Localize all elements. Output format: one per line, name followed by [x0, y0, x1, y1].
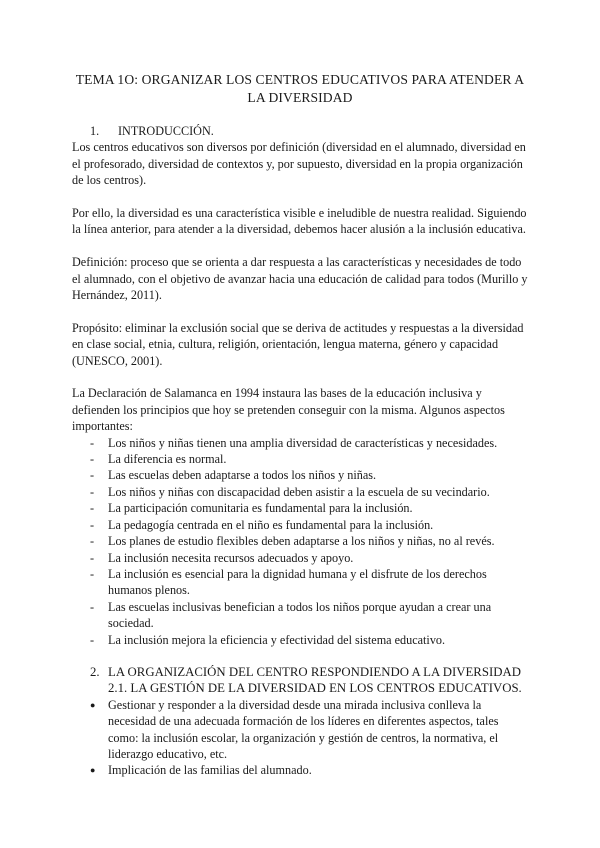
list-item: - La participación comunitaria es fundamental para la inclusión. — [72, 500, 528, 516]
list-item: - La pedagogía centrada en el niño es fundamental para la inclusión. — [72, 517, 528, 533]
dash-marker: - — [90, 517, 95, 532]
list-item: - Los niños y niñas con discapacidad deben asistir a la escuela de su vecindario. — [72, 484, 528, 500]
section-2-number: 2. — [90, 664, 100, 679]
section-1-number: 1. — [90, 124, 100, 138]
list-item: ● Gestionar y responder a la diversidad desde una mirada inclusiva conlleva la necesidad de una adecuada formación de los líderes en diferentes aspectos, tales como: la inclusión escolar, la organización y gestión de centros, la normativa, el liderazgo educativo, etc. — [72, 697, 528, 763]
list-item: - La diferencia es normal. — [72, 451, 528, 467]
dash-marker: - — [90, 550, 95, 565]
dash-marker: - — [90, 632, 95, 647]
list-item: - La inclusión necesita recursos adecuados y apoyo. — [72, 550, 528, 566]
paragraph-salamanca: La Declaración de Salamanca en 1994 instaura las bases de la educación inclusiva y defienden los principios que hoy se pretenden conseguir con la misma. Algunos aspectos importantes: — [72, 386, 505, 434]
diversity-management-list — [72, 697, 528, 779]
section-2-heading — [72, 664, 528, 697]
list-item: - La inclusión mejora la eficiencia y efectividad del sistema educativo. — [72, 632, 528, 648]
paragraph-definition: Definición: proceso que se orienta a dar respuesta a las características y necesidades de todo el alumnado, con el objetivo de avanzar hacia una educación de calidad para todos (Murillo y Hernández, 2011). — [72, 255, 528, 303]
list-item: - Las escuelas deben adaptarse a todos los niños y niñas. — [72, 467, 528, 483]
paragraph-purpose: Propósito: eliminar la exclusión social que se deriva de actitudes y respuestas a la diversidad en clase social, etnia, cultura, religión, orientación, lengua materna, género y capacidad (UNESCO, 2001). — [72, 320, 524, 368]
list-item: - Los planes de estudio flexibles deben adaptarse a los niños y niñas, no al revés. — [72, 533, 528, 549]
list-item: ● Implicación de las familias del alumnado. — [72, 762, 528, 778]
section-2-title: LA ORGANIZACIÓN DEL CENTRO RESPONDIENDO A LA DIVERSIDAD — [108, 664, 521, 679]
dash-marker: - — [90, 468, 95, 483]
paragraph-diversity: Por ello, la diversidad es una característica visible e ineludible de nuestra realidad. Siguiendo la línea anterior, para atender a la diversidad, debemos hacer alusión a la inclusión educativa. — [72, 206, 527, 237]
dash-marker: - — [90, 484, 95, 499]
bullet-marker: ● — [90, 699, 96, 710]
section-1-heading — [72, 123, 528, 139]
dash-marker: - — [90, 435, 95, 450]
list-item: - Los niños y niñas tienen una amplia diversidad de características y necesidades. — [72, 435, 528, 451]
subsection-2-1-title: 2.1. LA GESTIÓN DE LA DIVERSIDAD EN LOS CENTROS EDUCATIVOS. — [108, 681, 522, 696]
paragraph-intro: Los centros educativos son diversos por definición (diversidad en el alumnado, diversidad en el profesorado, diversidad de contextos y, por supuesto, diversidad en la propia organización de los centros). — [72, 140, 526, 188]
section-1-title: INTRODUCCIÓN. — [118, 124, 214, 138]
document-title: TEMA 1O: ORGANIZAR LOS CENTROS EDUCATIVOS PARA ATENDER A LA DIVERSIDAD — [75, 72, 525, 105]
list-item: - Las escuelas inclusivas benefician a todos los niños porque ayudan a crear una sociedad. — [72, 599, 528, 632]
dash-marker: - — [90, 566, 95, 581]
dash-marker: - — [90, 501, 95, 516]
dash-marker: - — [90, 452, 95, 467]
dash-marker: - — [90, 599, 95, 614]
bullet-marker: ● — [90, 765, 96, 776]
dash-marker: - — [90, 534, 95, 549]
salamanca-principles-list — [72, 435, 528, 648]
list-item: - La inclusión es esencial para la dignidad humana y el disfrute de los derechos humanos plenos. — [72, 566, 528, 599]
